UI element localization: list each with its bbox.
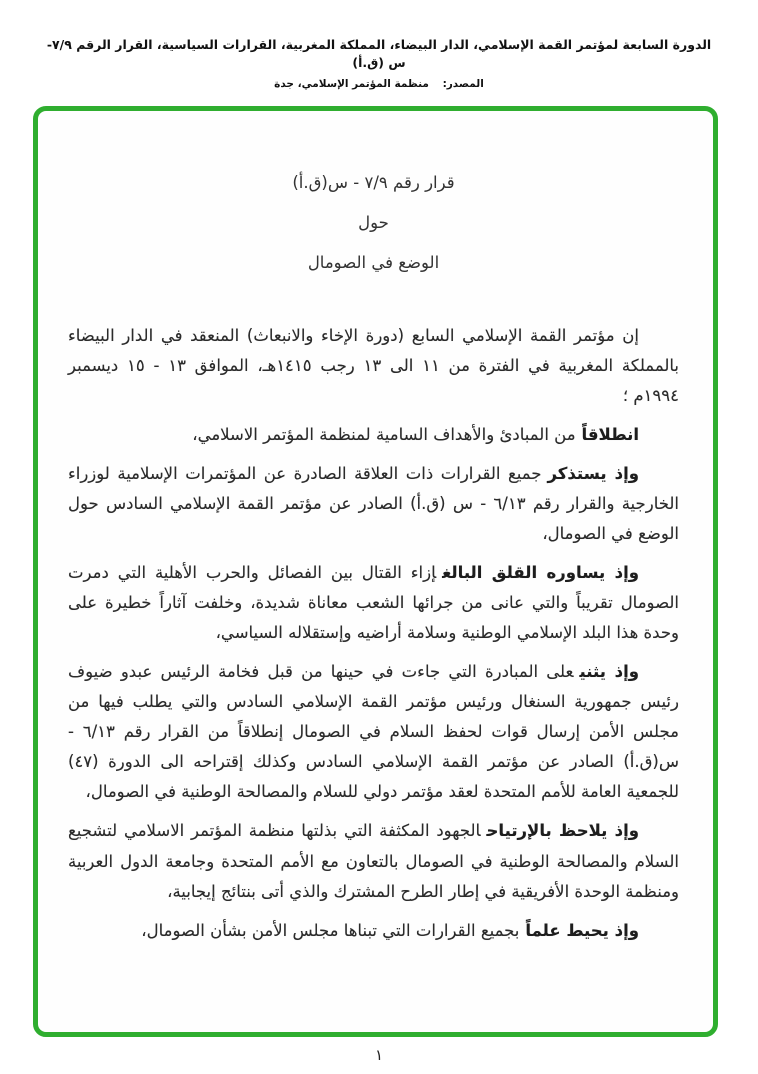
resolution-title-preposition: حول xyxy=(358,212,389,232)
resolution-title-block xyxy=(68,171,679,275)
paragraph-text: إن مؤتمر القمة الإسلامي السابع (دورة الإخاء والانبعاث) المنعقد في الدار البيضاء بالمملكة المغربية في الفترة من ١١ الى ١٣ رجب ١٤١٥هـ، الموافق ١٣ - ١٥ ديسمبر ١٩٩٤م ؛ xyxy=(68,326,680,406)
paragraph-text: إزاء القتال بين الفصائل والحرب الأهلية التي دمرت الصومال تقريباً والتي عانى من جرائها الشعب معاناة شديدة، وخلفت آثاراً خطيرة على وحدة هذا البلد الإسلامي الوطنية وسلامة أراضيه وإستقلاله السياسي، xyxy=(68,563,679,643)
paragraph-lead: وإذ يحيط علماً xyxy=(525,920,639,940)
paragraph-recalling xyxy=(68,459,679,549)
paragraph-lead: وإذ يلاحظ بالإرتياح xyxy=(486,821,639,841)
paragraph-commending xyxy=(68,657,679,807)
paragraph-noting-satisfaction xyxy=(68,816,679,906)
paragraph-intilaqan xyxy=(68,420,679,450)
header-source-label: المصدر: xyxy=(442,78,484,90)
resolution-subject: الوضع في الصومال xyxy=(307,252,440,272)
page-footer xyxy=(0,1045,758,1064)
paragraph-taking-note xyxy=(68,916,679,946)
paragraph-lead: وإذ يستذكر xyxy=(547,464,639,484)
document-header xyxy=(0,0,758,90)
paragraph-text: على المبادرة التي جاءت في حينها من قبل فخامة الرئيس عبدو ضيوف رئيس جمهورية السنغال ورئيس مؤتمر القمة الإسلامي السادس والتي يطلب فيها من مجلس الأمن إرسال قوات لحفظ السلام في الصومال إنطلاقاً من القرار رقم ٦/١٣ - س(ق.أ) الصادر عن مؤتمر القمة الإسلامي السادس وكذلك إقتراحه الى الدورة (٤٧) للجمعية العامة للأمم المتحدة لعقد مؤتمر دولي للسلام والمصالحة الوطنية في الصومال، xyxy=(68,662,679,802)
paragraph-text: الجهود المكثفة التي بذلتها منظمة المؤتمر الاسلامي لتشجيع السلام والمصالحة الوطنية في الصومال بالتعاون مع الأمم المتحدة وجامعة الدول العربية ومنظمة الوحدة الأفريقية في إطار الطرح المشترك والذي أتى بنتائج إيجابية، xyxy=(68,821,679,901)
page-number: ١ xyxy=(374,1046,384,1064)
paragraph-lead: انطلاقاً xyxy=(581,425,639,445)
paragraph-lead: وإذ يساوره القلق البالغ xyxy=(442,563,639,583)
header-citation: الدورة السابعة لمؤتمر القمة الإسلامي، الدار البيضاء، المملكة المغربية، القرارات السياسية، القرار الرقم ٧/٩-س (ق.أ) xyxy=(46,37,712,70)
green-border-frame xyxy=(33,106,718,1037)
paragraph-preamble xyxy=(68,321,679,411)
paragraph-text: بجميع القرارات التي تبناها مجلس الأمن بشأن الصومال، xyxy=(141,920,520,940)
header-source-line xyxy=(0,78,758,90)
paragraph-concern xyxy=(68,558,679,648)
resolution-number: قرار رقم ٧/٩ - س(ق.أ) xyxy=(292,173,455,192)
resolution-content xyxy=(38,111,713,946)
resolution-body xyxy=(68,321,679,945)
paragraph-lead: وإذ يثني xyxy=(579,662,639,682)
paragraph-text: جميع القرارات ذات العلاقة الصادرة عن المؤتمرات الإسلامية لوزراء الخارجية والقرار رقم ٦/١٣ - س (ق.أ) الصادر عن مؤتمر القمة الإسلامي السادس حول الوضع في الصومال، xyxy=(68,464,679,544)
header-source-value: منظمة المؤتمر الإسلامي، جدة xyxy=(274,78,429,90)
paragraph-text: من المبادئ والأهداف السامية لمنظمة المؤتمر الاسلامي، xyxy=(192,425,576,445)
